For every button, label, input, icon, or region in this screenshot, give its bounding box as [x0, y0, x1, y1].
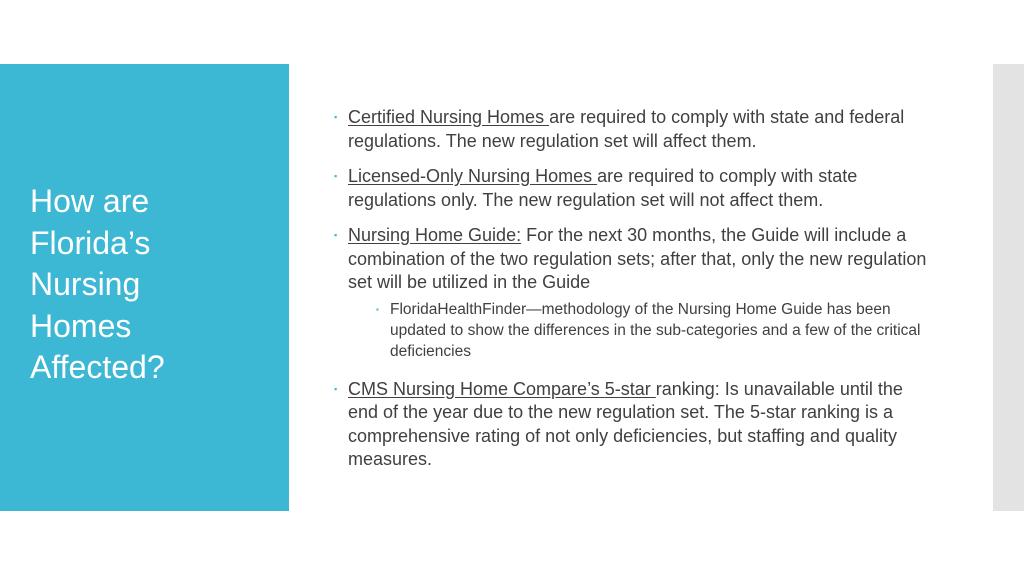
bullet-square-icon: ▪ — [376, 304, 379, 314]
bullet-square-icon: ▪ — [334, 383, 338, 394]
cms-nursing-home-compare-link[interactable]: CMS Nursing Home Compare’s 5-star — [348, 378, 656, 399]
right-accent-bar — [993, 64, 1024, 511]
bullet-text: ranking: Is unavailable until the end of the year due to the new regulation set. The 5-star ranking is a comprehensive rating of not only deficiencies, but staffing and quality measures. — [348, 378, 903, 469]
nursing-home-guide-link[interactable]: Nursing Home Guide: — [348, 225, 522, 245]
bullet-licensed-only-nursing-homes — [332, 165, 932, 212]
sub-bullet-floridahealthfinder — [374, 299, 932, 362]
bullet-text: are required to comply with state regulations only. The new regulation set will not affect them. — [348, 166, 858, 210]
slide-title: How are Florida’s Nursing Homes Affected? — [30, 183, 165, 385]
sub-bullet-text: FloridaHealthFinder—methodology of the Nursing Home Guide has been updated to show the differences in the sub-categories and a few of the critical deficiencies — [390, 300, 921, 360]
bullet-cms-nursing-home-compare — [332, 378, 932, 472]
bullet-list — [332, 106, 932, 484]
bullet-square-icon: ▪ — [334, 230, 338, 240]
bullet-square-icon: ▪ — [334, 112, 338, 122]
bullet-certified-nursing-homes — [332, 106, 932, 153]
certified-nursing-homes-link[interactable]: Certified Nursing Homes — [348, 107, 550, 127]
licensed-only-nursing-homes-link[interactable]: Licensed-Only Nursing Homes — [348, 166, 598, 186]
bullet-nursing-home-guide — [332, 224, 932, 295]
bullet-square-icon: ▪ — [334, 171, 338, 181]
bullet-text: are required to comply with state and federal regulations. The new regulation set will affect them. — [348, 107, 905, 151]
bullet-text: For the next 30 months, the Guide will include a combination of the two regulation sets; after that, only the new regulation set will be utilized in the Guide — [348, 225, 927, 292]
